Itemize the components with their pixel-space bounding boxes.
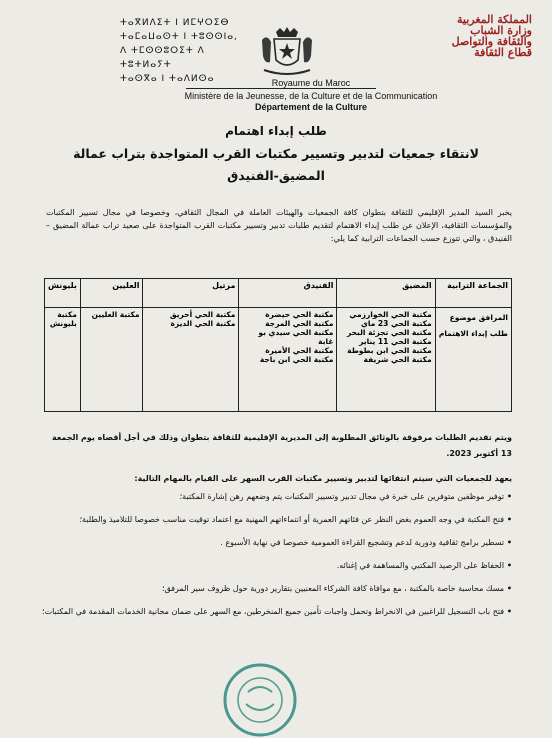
list-item: • تسطير برامج ثقافية ودورية لدعم وتشجيع القراءة العمومية خصوصا في نهاية الأسبوع . (40, 536, 512, 549)
table-header-cell: العليين (80, 279, 143, 308)
header-divider (186, 88, 376, 89)
library-name: مكتبة الحي حيضرة (265, 310, 334, 319)
table-cell (45, 308, 81, 412)
library-name: مكتبة الحي أحريق (169, 310, 236, 319)
library-name: مكتبة الحي الأميرة (265, 346, 334, 355)
submission-paragraph: ويتم تقديم الطلبات مرفوقة بالوثائق المطلوبة إلى المديرية الإقليمية للثقافة بتطوان وذلك في أجل أقصاه يوم الجمعة 13 أكتوبر 2023. (51, 433, 512, 458)
tasks-intro: يعهد للجمعيات التي سيتم انتقائها لتدبير وتسيير مكتبات القرب السهر على القيام بالمهام التالية: (134, 474, 512, 483)
library-name: مكتبة الحي الخوارزمي (349, 310, 432, 319)
tifinagh-line: ⴷ ⵜⵎⵙⵙⵓⵔⵉⵜ ⴷ ⵜⵓⵜⵍⴰⵢⵜ (120, 46, 205, 70)
list-item: • مسك محاسبة خاصة بالمكتبة ، مع موافاة كافة الشركاء المعنيين بتقارير دورية حول ظروف سير المرفق؛ (40, 582, 512, 595)
table-cell (143, 308, 239, 412)
table-cell (337, 308, 435, 412)
title-line-1: طلب إبداء اهتمام (225, 124, 327, 138)
library-name: مكتبة الحي تجزئة البحر (346, 328, 432, 337)
table-header-cell: المضيق (337, 279, 435, 308)
table-header-row (45, 279, 512, 308)
royal-emblem (258, 26, 316, 78)
arabic-header-line: والثقافة والتواصل (451, 35, 532, 48)
tifinagh-line: ⵜⴰⵙⴳⴰ ⵏ ⵜⴰⴷⵍⵙⴰ (120, 74, 215, 84)
arabic-header (372, 14, 532, 58)
table-header-cell: مرتيل (143, 279, 239, 308)
library-name: مكتبة العليين (91, 310, 140, 319)
library-name: مكتبة بليونش (49, 310, 77, 328)
row-label-cell: المرافق موضوع طلب إبداء الاهتمام (435, 308, 511, 412)
arabic-header-line: وزارة الشباب (470, 24, 532, 37)
title-line-2: لانتقاء جمعيات لتدبير وتسيير مكتبات القرب المتواجدة بتراب عمالة (73, 146, 479, 161)
library-name: مكتبة الحي ابن باجة (259, 355, 334, 364)
table-header-cell: بليونش (45, 279, 81, 308)
french-header-line: Département de la Culture (254, 102, 368, 112)
intro-paragraph: يخبر السيد المدير الإقليمي للثقافة بتطوان كافة الجمعيات والهيئات العاملة في المجال الثقافي، وخصوصا في مجال تسيير المكتبات والمؤسسات الثقافية، الإعلان عن طلب إبداء الاهتمام لتقديم طلبات تدبير وتسيير مكتبات القرب المتواجدة على صعيد تراب عمالة المضيق – الفنيدق ، والتي تتوزع حسب الجماعات الترابية كما يلي: (46, 208, 512, 243)
list-item: • فتح المكتبة في وجه العموم بغض النظر عن فئاتهم العمرية أو انتماءاتهم المهنية مع اعتماد توقيت مناسب خصوصا للتلاميذ والطلبة؛ (40, 513, 512, 526)
tasks-list (40, 490, 512, 628)
list-item: • فتح باب التسجيل للراغبين في الانخراط وتحمل واجبات تأمين جميع المنخرطين، مع السهر على ضمان مجانية الخدمات المقدمة في المكتبات؛ (40, 605, 512, 618)
french-header (80, 78, 542, 113)
arabic-header-line: المملكة المغربية (457, 13, 532, 26)
table-row (45, 308, 512, 412)
library-name: مكتبة الحي شريفة (363, 355, 432, 364)
tifinagh-line: ⵜⴰⵎⴰⵡⴰⵙⵜ ⵏ ⵜⵓⵙⵙⵏⴰ, (120, 32, 238, 42)
table-cell (80, 308, 143, 412)
french-header-line: Royaume du Maroc (271, 78, 351, 88)
french-header-line: Ministère de la Jeunesse, de la Culture et de la Communication (184, 91, 438, 101)
list-item: • الحفاظ على الرصيد المكتبي والمساهمة في إغنائه. (40, 559, 512, 572)
library-name: مكتبة الحي الديزة (170, 319, 236, 328)
title-line-3: المضيق-الفنيدق (227, 168, 325, 183)
library-name: مكتبة الحي 11 يناير (359, 337, 432, 346)
library-name: مكتبة الحي 23 ماي (360, 319, 432, 328)
library-name: مكتبة الحي سيدي بو غابة (258, 328, 334, 346)
table-cell (239, 308, 337, 412)
tifinagh-header (120, 16, 240, 86)
library-name: مكتبة الحي ابن بطوطة (347, 346, 432, 355)
table-header-cell: الفنيدق (239, 279, 337, 308)
tifinagh-line: ⵜⴰⴳⵍⴷⵉⵜ ⵏ ⵍⵎⵖⵔⵉⴱ (120, 18, 230, 28)
library-name: مكتبة الحي المرجة (265, 319, 334, 328)
libraries-table (44, 278, 512, 412)
table-header-cell: الجماعة الترابية (435, 279, 511, 308)
official-stamp (222, 662, 298, 738)
list-item: • توفير موظفين متوفرين على خبرة في مجال تدبير وتسيير المكتبات يتم وضعهم رهن إشارة المكتبة؛ (40, 490, 512, 503)
arabic-header-line: قطاع الثقافة (474, 46, 532, 59)
